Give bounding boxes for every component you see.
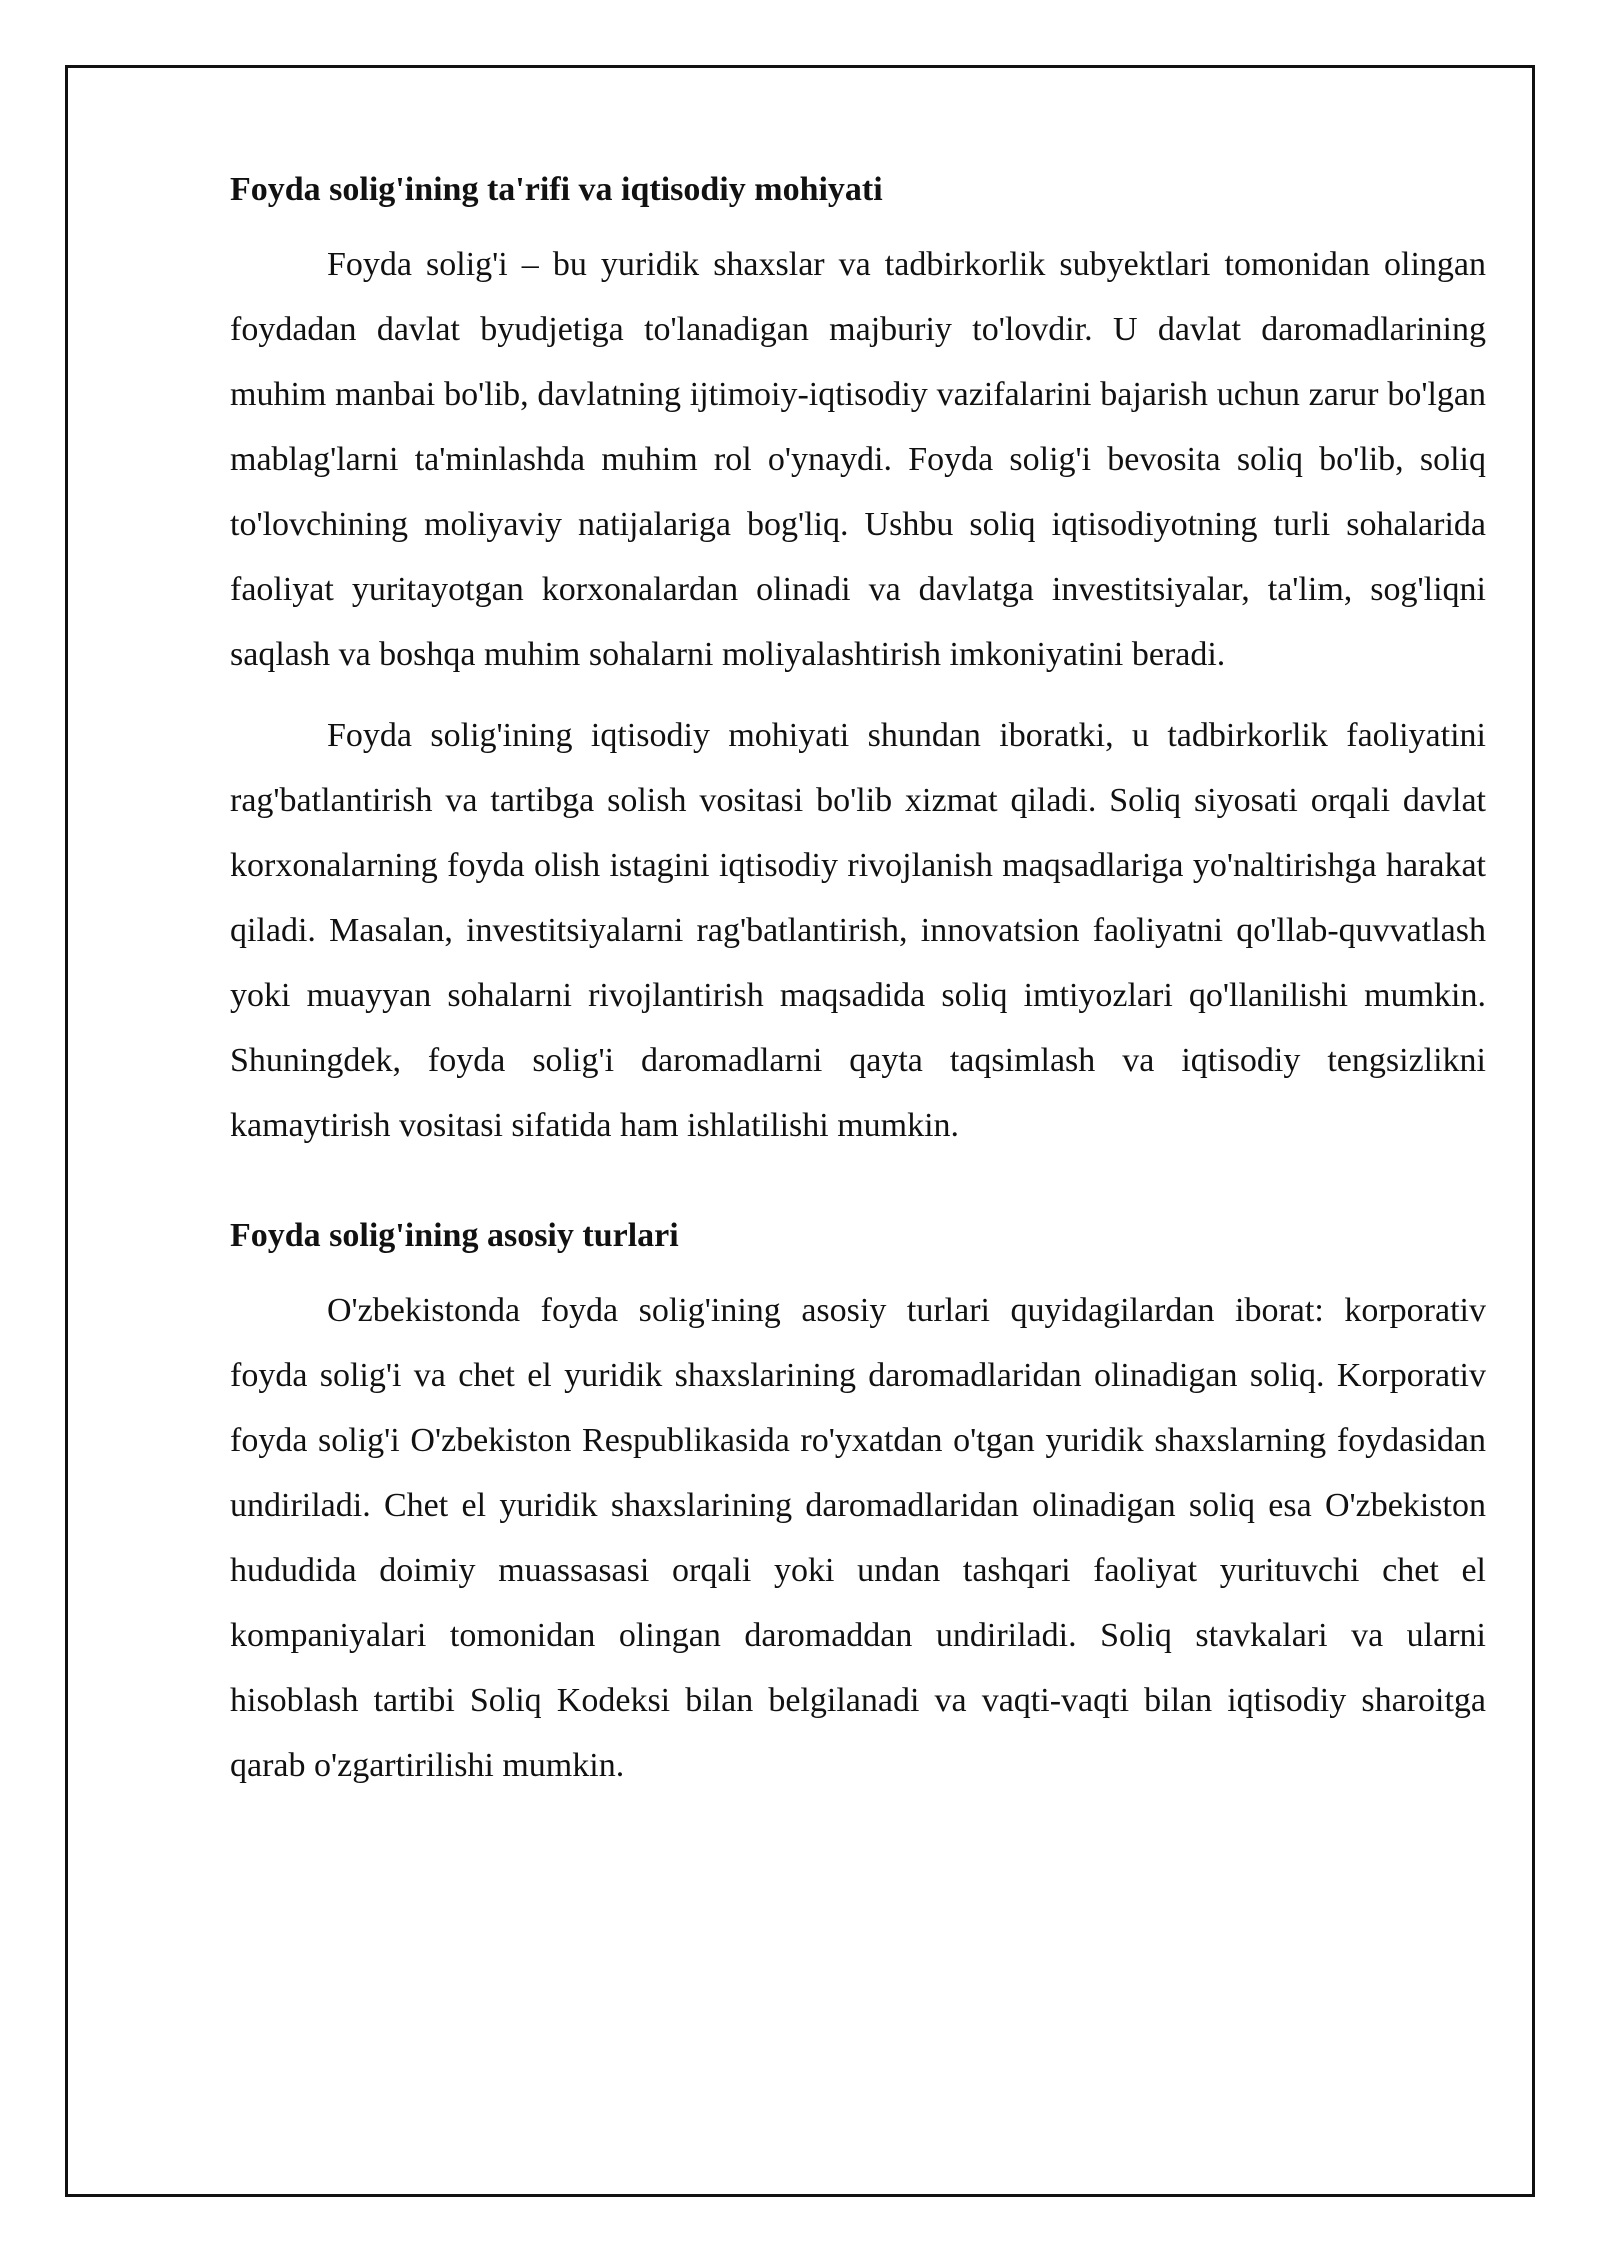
document-body xyxy=(230,170,1486,1814)
section-definition xyxy=(230,170,1486,1158)
paragraph: Foyda solig'i – bu yuridik shaxslar va tadbirkorlik subyektlari tomonidan olingan foydadan davlat byudjetiga to'lanadigan majburiy to'lovdir. U davlat daromadlarining muhim manbai bo'lib, davlatning ijtimoiy-iqtisodiy vazifalarini bajarish uchun zarur bo'lgan mablag'larni ta'minlashda muhim rol o'ynaydi. Foyda solig'i bevosita soliq bo'lib, soliq to'lovchining moliyaviy natijalariga bog'liq. Ushbu soliq iqtisodiyotning turli sohalarida faoliyat yuritayotgan korxonalardan olinadi va davlatga investitsiyalar, ta'lim, sog'liqni saqlash va boshqa muhim sohalarni moliyalashtirish imkoniyatini beradi. xyxy=(230,246,1486,673)
paragraph: O'zbekistonda foyda solig'ining asosiy turlari quyidagilardan iborat: korporativ foyda solig'i va chet el yuridik shaxslarining daromadlaridan olinadigan soliq. Korporativ foyda solig'i O'zbekiston Respublikasida ro'yxatdan o'tgan yuridik shaxslarning foydasidan undiriladi. Chet el yuridik shaxslarining daromadlaridan olinadigan soliq esa O'zbekiston hududida doimiy muassasasi orqali yoki undan tashqari faoliyat yurituvchi chet el kompaniyalari tomonidan olingan daromaddan undiriladi. Soliq stavkalari va ularni hisoblash tartibi Soliq Kodeksi bilan belgilanadi va vaqti-vaqti bilan iqtisodiy sharoitga qarab o'zgartirilishi mumkin. xyxy=(230,1292,1486,1784)
paragraph: Foyda solig'ining iqtisodiy mohiyati shundan iboratki, u tadbirkorlik faoliyatini rag'batlantirish va tartibga solish vositasi bo'lib xizmat qiladi. Soliq siyosati orqali davlat korxonalarning foyda olish istagini iqtisodiy rivojlanish maqsadlariga yo'naltirishga harakat qiladi. Masalan, investitsiyalarni rag'batlantirish, innovatsion faoliyatni qo'llab-quvvatlash yoki muayyan sohalarni rivojlantirish maqsadida soliq imtiyozlari qo'llanilishi mumkin. Shuningdek, foyda solig'i daromadlarni qayta taqsimlash va iqtisodiy tengsizlikni kamaytirish vositasi sifatida ham ishlatilishi mumkin. xyxy=(230,717,1486,1144)
section-heading: Foyda solig'ining asosiy turlari xyxy=(230,1217,679,1254)
section-types xyxy=(230,1216,1486,1798)
section-heading: Foyda solig'ining ta'rifi va iqtisodiy mohiyati xyxy=(230,171,883,208)
